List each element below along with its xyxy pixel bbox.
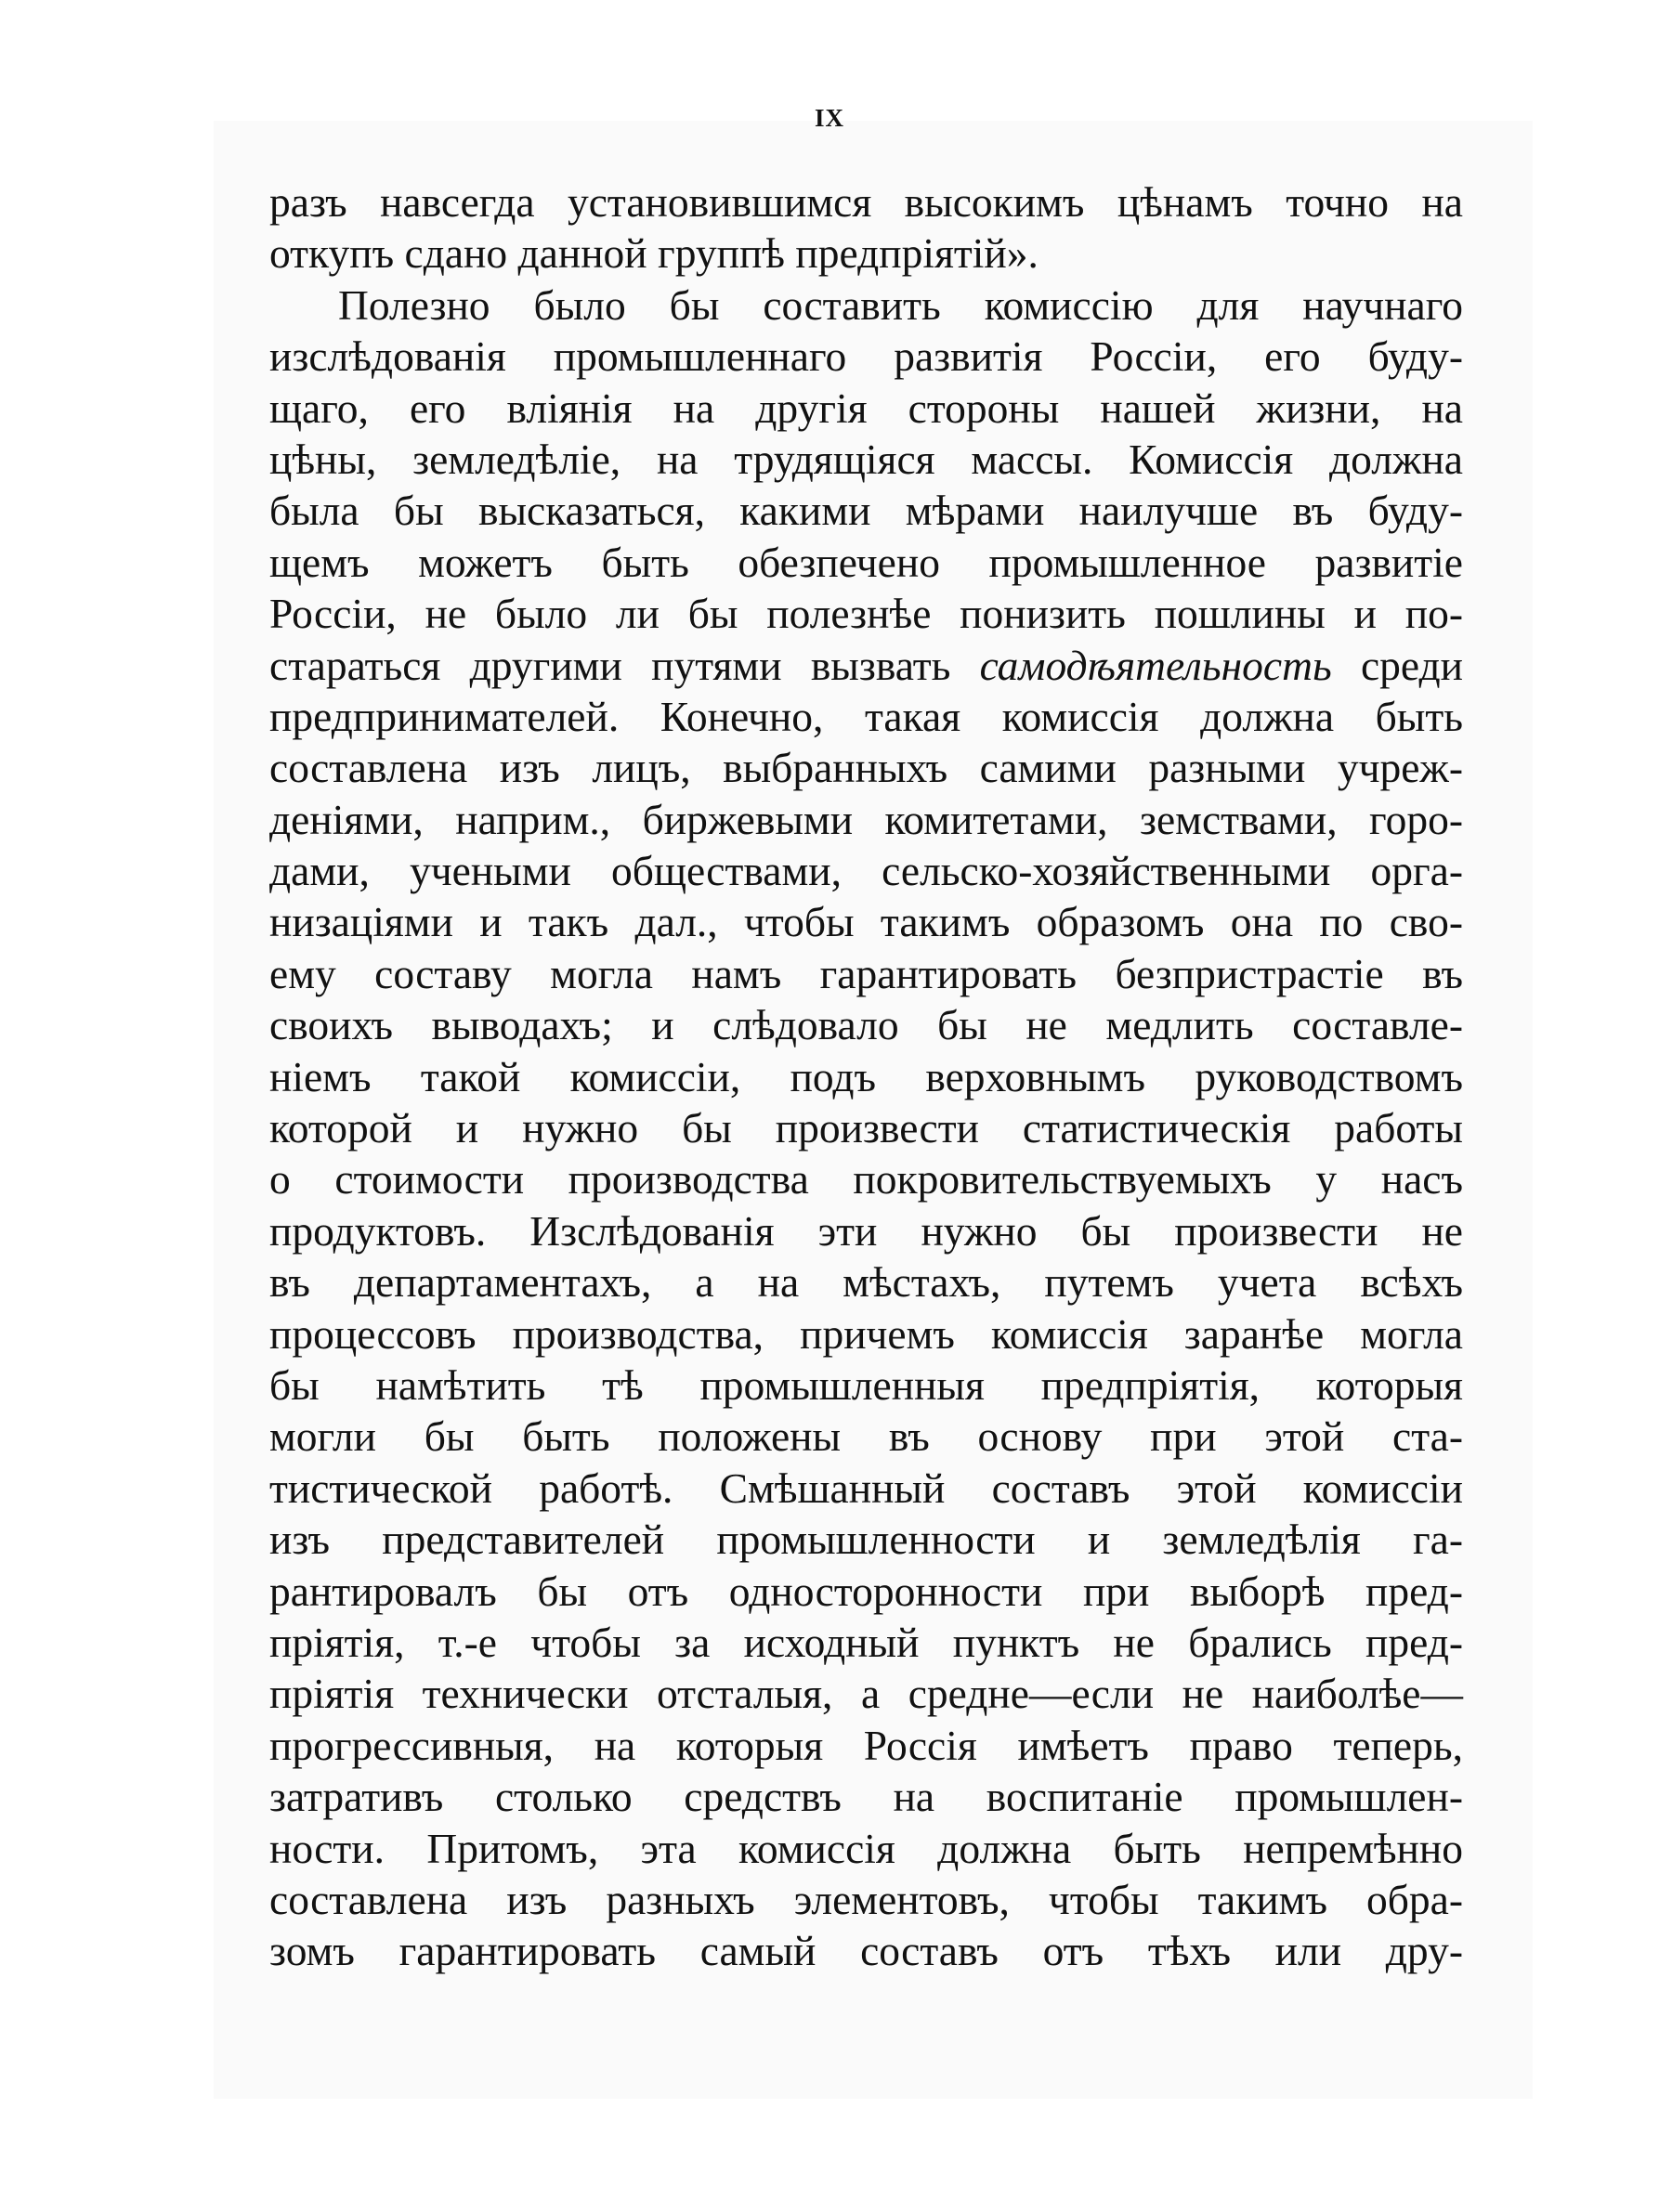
text-line: низаціями и такъ дал., чтобы такимъ образомъ она по сво- [269,898,1463,946]
text-line: о стоимости производства покровительствуемыхъ у насъ [269,1155,1463,1204]
text-line: предпринимателей. Конечно, такая комиссія должна быть [269,692,1463,740]
text-line: рантировалъ бы отъ односторонности при выборѣ пред- [269,1567,1463,1615]
text-segment: среди [1331,641,1463,689]
text-line: зомъ гарантировать самый составъ отъ тѣхъ или дру- [269,1927,1463,1975]
text-line: составлена изъ разныхъ элементовъ, чтобы такимъ обра- [269,1875,1463,1923]
page-number: IX [814,104,844,132]
text-line: могли бы быть положены въ основу при этой ста- [269,1412,1463,1461]
text-line: Россіи, не было ли бы полезнѣе понизить пошлины и по- [269,590,1463,638]
text-line: тистической работѣ. Смѣшанный составъ этой комиссіи [269,1464,1463,1512]
body-text [269,176,1463,1977]
text-line: цѣны, земледѣліе, на трудящіяся массы. Комиссія должна [269,435,1463,483]
text-line: продуктовъ. Изслѣдованія эти нужно бы произвести не [269,1206,1463,1255]
text-line: своихъ выводахъ; и слѣдовало бы не медлить составле- [269,1001,1463,1049]
text-line: пріятія, т.-е чтобы за исходный пунктъ не брались пред- [269,1618,1463,1666]
text-line: была бы высказаться, какими мѣрами наилучше въ буду- [269,487,1463,535]
text-line: составлена изъ лицъ, выбранныхъ самими разными учреж- [269,744,1463,792]
text-line: деніями, наприм., биржевыми комитетами, земствами, горо- [269,795,1463,843]
text-line: которой и нужно бы произвести статистическія работы [269,1104,1463,1152]
text-line: бы намѣтить тѣ промышленныя предпріятія, которыя [269,1360,1463,1409]
text-line: ему составу могла намъ гарантировать безпристрастіе въ [269,949,1463,997]
text-line: изслѣдованія промышленнаго развитія Россіи, его буду- [269,332,1463,381]
text-line: щемъ можетъ быть обезпечено промышленное развитіе [269,538,1463,586]
text-line: прогрессивныя, на которыя Россія имѣетъ право теперь, [269,1721,1463,1769]
text-line: дами, учеными обществами, сельско-хозяйственными орга- [269,847,1463,895]
text-line: ніемъ такой комиссіи, подъ верховнымъ руководствомъ [269,1052,1463,1100]
text-line: процессовъ производства, причемъ комиссія заранѣе могла [269,1309,1463,1358]
text-line [269,640,1463,691]
text-line: Полезно было бы составить комиссію для научнаго [338,280,1463,329]
emphasized-word: самодѣятельность [979,641,1332,689]
text-line: разъ навсегда установившимся высокимъ цѣнамъ точно на [269,178,1463,226]
text-segment: стараться другими путями вызвать [269,641,980,689]
text-line: въ департаментахъ, а на мѣстахъ, путемъ учета всѣхъ [269,1258,1463,1307]
text-line: изъ представителей промышленности и земледѣлія га- [269,1516,1463,1564]
text-line: щаго, его вліянія на другія стороны нашей жизни, на [269,384,1463,432]
text-line: ности. Притомъ, эта комиссія должна быть непремѣнно [269,1824,1463,1872]
text-line: откупъ сдано данной группѣ предпріятій». [269,229,1039,278]
text-line: пріятія технически отсталыя, а средне—если не наиболѣе— [269,1670,1463,1718]
text-line: затративъ столько средствъ на воспитаніе промышлен- [269,1773,1463,1821]
